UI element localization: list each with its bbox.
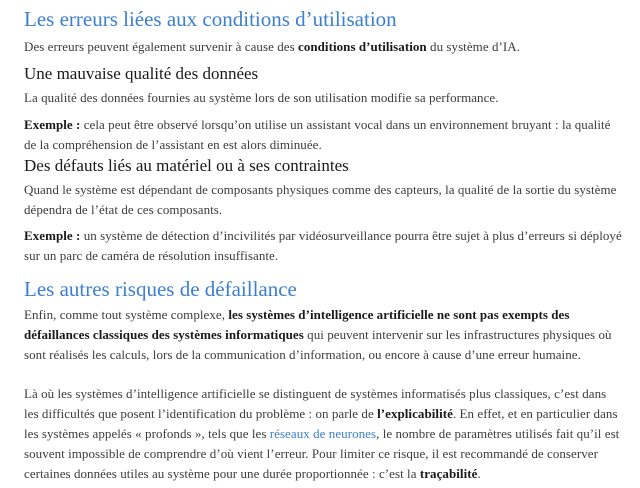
- section-heading-usage-errors: Les erreurs liées aux conditions d’utilisation: [24, 7, 397, 31]
- hardware-paragraph: Quand le système est dépendant de composants physiques comme des capteurs, la qualité de la sortie du système dépendra de l’état de ces composants.: [24, 182, 617, 217]
- other-risks-paragraph-1: Enfin, comme tout système complexe, les systèmes d’intelligence artificielle ne sont pas exempts des défaillances classiques des systèmes informatiques qui peuvent intervenir sur les infrastructures physiques où sont réalisés les calculs, lors de la communication d’information, ou encore à cause d’une erreur humaine.: [24, 307, 612, 362]
- other-risks-paragraph-2: Là où les systèmes d’intelligence artificielle se distinguent de systèmes informatisés plus classiques, c’est dans les difficultés que posent l’identification du problème : on parle de l’explicabilité. En effet, et en particulier dans les systèmes appelés « profonds », tels que les réseaux de neurones, le nombre de paramètres utilisés fait qu’il est souvent impossible de comprendre d’où vient l’erreur. Pour limiter ce risque, il est recommandé de conserver certaines données utiles au système pour une durée proportionnée : c’est la traçabilité.: [24, 386, 620, 481]
- data-quality-example: Exemple : cela peut être observé lorsqu’on utilise un assistant vocal dans un environnement bruyant : la qualité de la compréhension de l’assistant en est alors diminuée.: [24, 117, 611, 152]
- link-neural-networks[interactable]: réseaux de neurones: [269, 426, 377, 441]
- usage-errors-intro: Des erreurs peuvent également survenir à cause des conditions d’utilisation du système d’IA.: [24, 39, 520, 54]
- data-quality-paragraph: La qualité des données fournies au système lors de son utilisation modifie sa performance.: [24, 90, 499, 105]
- bold-explicability: l’explicabilité: [377, 406, 453, 421]
- bold-traceability: traçabilité: [419, 466, 478, 481]
- bold-classic-failures: les systèmes d’intelligence artificielle ne sont pas exempts des défaillances classiques des systèmes informatiques: [24, 307, 570, 342]
- hardware-example: Exemple : un système de détection d’incivilités par vidéosurveillance pourra être sujet à plus d’erreurs si déployé sur un parc de caméra de résolution insuffisante.: [24, 228, 622, 263]
- subheading-hardware-defects: Des défauts liés au matériel ou à ses contraintes: [24, 156, 349, 175]
- example-label: Exemple :: [24, 117, 81, 132]
- section-heading-other-risks: Les autres risques de défaillance: [24, 277, 297, 301]
- example-label: Exemple :: [24, 228, 81, 243]
- bold-usage-conditions: conditions d’utilisation: [298, 39, 427, 54]
- subheading-data-quality: Une mauvaise qualité des données: [24, 64, 259, 83]
